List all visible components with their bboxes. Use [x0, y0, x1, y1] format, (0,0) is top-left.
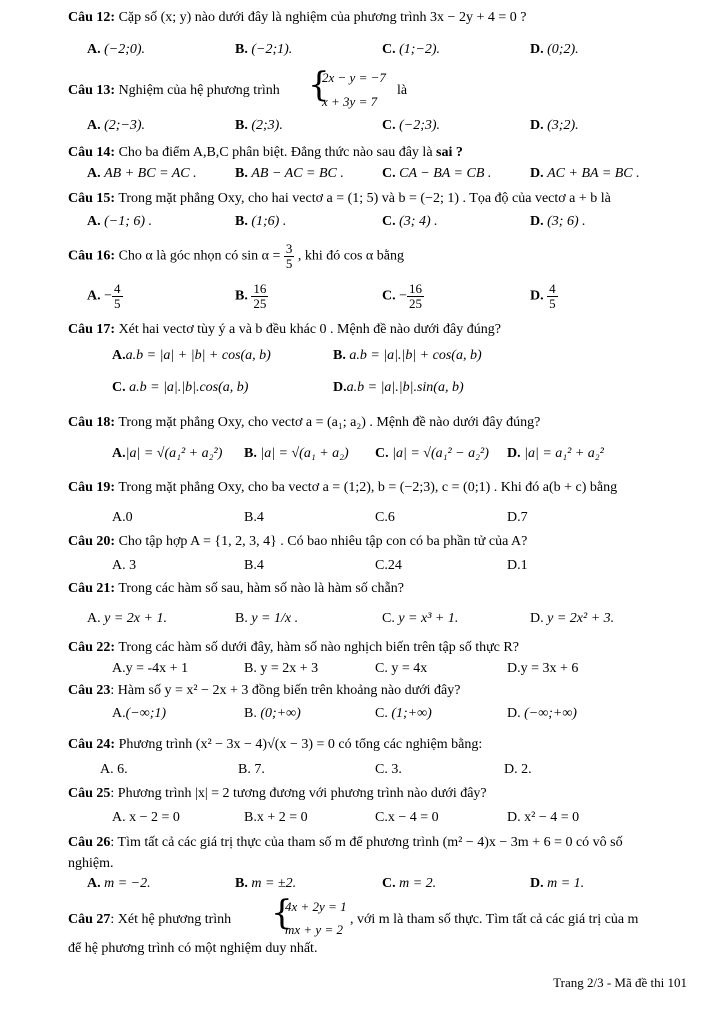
option-c[interactable]: C. |a| = √(a₁² − a₂²)	[375, 446, 489, 461]
option-b[interactable]: B. y = 2x + 3	[244, 661, 319, 676]
system-eq-2: mx + y = 2	[285, 922, 343, 937]
option-c[interactable]: C. y = 4x	[375, 661, 428, 676]
option-b[interactable]: B.4	[244, 510, 264, 525]
question-27: Câu 27: Xét hệ phương trình	[68, 912, 232, 927]
system-eq-2: x + 3y = 7	[322, 94, 378, 109]
option-d[interactable]: D. y = 2x² + 3.	[530, 611, 615, 626]
option-d[interactable]: D.7	[507, 510, 528, 525]
system-eq-1: 2x − y = −7	[322, 70, 386, 85]
option-a[interactable]: A. AB + BC = AC .	[87, 166, 197, 181]
option-a[interactable]: A. 3	[112, 558, 137, 573]
question-27-cont: để hệ phương trình có một nghiệm duy nhất.	[68, 941, 318, 956]
option-c[interactable]: C. y = x³ + 1.	[382, 611, 459, 626]
question-16: Câu 16: Cho α là góc nhọn có sin α = $\frac{3}{5}$ , khi đó cos α bằng	[68, 241, 404, 271]
option-b[interactable]: B. $\frac{16}{25}$	[235, 281, 267, 311]
option-b[interactable]: B. (0;+∞)	[244, 706, 301, 721]
question-13: Câu 13: Nghiệm của hệ phương trình	[68, 83, 280, 98]
system-brace: {	[271, 893, 293, 933]
option-a[interactable]: A. m = −2.	[87, 876, 151, 891]
option-a[interactable]: A.0	[112, 510, 133, 525]
option-a[interactable]: A. 6.	[100, 762, 128, 777]
option-a[interactable]: A.(−∞;1)	[112, 706, 167, 721]
option-a[interactable]: A. − $\frac{4}{5}$	[87, 281, 121, 311]
question-21: Câu 21: Trong các hàm số sau, hàm số nào là hàm số chẵn?	[68, 581, 404, 596]
option-d[interactable]: D. (0;2).	[530, 42, 579, 57]
question-12	[68, 10, 526, 26]
option-c[interactable]: C. CA − BA = CB .	[382, 166, 492, 181]
question-17: Câu 17: Xét hai vectơ tùy ý a và b đều khác 0 . Mệnh đề nào dưới đây đúng?	[68, 322, 501, 337]
fraction: $\frac{3}{5}$	[285, 241, 293, 271]
question-27-after: , với m là tham số thực. Tìm tất cả các giá trị của m	[350, 912, 639, 927]
option-b[interactable]: B. (2;3).	[235, 118, 283, 133]
option-d[interactable]: D. AC + BA = BC .	[530, 166, 640, 181]
question-26-cont: nghiệm.	[68, 856, 114, 871]
option-c[interactable]: C. (1;+∞)	[375, 706, 432, 721]
option-a[interactable]: A.a.b = |a| + |b| + cos(a, b)	[112, 348, 271, 363]
option-d[interactable]: D. m = 1.	[530, 876, 585, 891]
option-b[interactable]: B. m = ±2.	[235, 876, 297, 891]
option-d[interactable]: D. x² − 4 = 0	[507, 810, 580, 825]
option-d[interactable]: D. |a| = a₁² + a₂²	[507, 446, 604, 461]
question-19: Câu 19: Trong mặt phẳng Oxy, cho ba vectơ a = (1;2), b = (−2;3), c = (0;1) . Khi đó a(b + c) bằng	[68, 480, 618, 495]
option-c[interactable]: C.x − 4 = 0	[375, 810, 439, 825]
option-a[interactable]: A. x − 2 = 0	[112, 810, 180, 825]
option-a[interactable]: A. (−1; 6) .	[87, 214, 153, 229]
option-d[interactable]: D. (−∞;+∞)	[507, 706, 577, 721]
question-18: Câu 18: Trong mặt phẳng Oxy, cho vectơ a = (a₁; a₂) . Mệnh đề nào dưới đây đúng?	[68, 415, 541, 430]
question-20: Câu 20: Cho tập hợp A = {1, 2, 3, 4} . Có bao nhiêu tập con có ba phần tử của A?	[68, 534, 528, 549]
option-b[interactable]: B. AB − AC = BC .	[235, 166, 344, 181]
question-text: Cặp số (x; y) nào dưới đây là nghiệm của phương trình 3x − 2y + 4 = 0 ?	[118, 10, 527, 25]
option-d[interactable]: D.a.b = |a|.|b|.sin(a, b)	[333, 380, 464, 395]
option-d[interactable]: D.y = 3x + 6	[507, 661, 579, 676]
option-b[interactable]: B. (−2;1).	[235, 42, 293, 57]
question-25: Câu 25: Phương trình |x| = 2 tương đương với phương trình nào dưới đây?	[68, 786, 487, 801]
question-label: Câu 12:	[68, 10, 116, 25]
option-d[interactable]: D. 2.	[504, 762, 532, 777]
option-b[interactable]: B. 7.	[238, 762, 265, 777]
question-14: Câu 14: Cho ba điểm A,B,C phân biệt. Đẳng thức nào sau đây là sai ?	[68, 145, 463, 160]
question-15: Câu 15: Trong mặt phẳng Oxy, cho hai vectơ a = (1; 5) và b = (−2; 1) . Tọa độ của vectơ a + b là	[68, 191, 611, 206]
system-brace: {	[308, 65, 330, 105]
system-eq-1: 4x + 2y = 1	[285, 899, 347, 914]
option-b[interactable]: B. y = 1/x .	[235, 611, 299, 626]
option-b[interactable]: B. |a| = √(a₁ + a₂)	[244, 446, 349, 461]
option-a[interactable]: A. y = 2x + 1.	[87, 611, 167, 626]
page-footer: Trang 2/3 - Mã đề thi 101	[553, 975, 687, 990]
option-b[interactable]: B.x + 2 = 0	[244, 810, 308, 825]
option-c[interactable]: C.24	[375, 558, 402, 573]
option-c[interactable]: C.6	[375, 510, 395, 525]
option-b[interactable]: B.4	[244, 558, 264, 573]
option-a[interactable]: A. (2;−3).	[87, 118, 146, 133]
option-c[interactable]: C. m = 2.	[382, 876, 437, 891]
option-b[interactable]: B. (1;6) .	[235, 214, 287, 229]
option-c[interactable]: C. (−2;3).	[382, 118, 441, 133]
question-24: Câu 24: Phương trình (x² − 3x − 4)√(x − 3) = 0 có tổng các nghiệm bằng:	[68, 737, 483, 752]
question-22: Câu 22: Trong các hàm số dưới đây, hàm số nào nghịch biến trên tập số thực R?	[68, 640, 519, 655]
option-d[interactable]: D. (3;2).	[530, 118, 579, 133]
option-b[interactable]: B. a.b = |a|.|b| + cos(a, b)	[333, 348, 482, 363]
option-a[interactable]: A.|a| = √(a₁² + a₂²)	[112, 446, 223, 461]
option-a[interactable]: A. (−2;0).	[87, 42, 146, 57]
question-suffix: là	[397, 83, 408, 98]
option-c[interactable]: C. 3.	[375, 762, 402, 777]
option-c[interactable]: C. (3; 4) .	[382, 214, 438, 229]
option-a[interactable]: A.y = -4x + 1	[112, 661, 189, 676]
question-26: Câu 26: Tìm tất cả các giá trị thực của tham số m để phương trình (m² − 4)x − 3m + 6 = 0 có vô số	[68, 835, 623, 850]
option-c[interactable]: C. a.b = |a|.|b|.cos(a, b)	[112, 380, 249, 395]
option-c[interactable]: C. (1;−2).	[382, 42, 441, 57]
option-c[interactable]: C. − $\frac{16}{25}$	[382, 281, 423, 311]
option-d[interactable]: D.1	[507, 558, 528, 573]
question-23: Câu 23: Hàm số y = x² − 2x + 3 đồng biến trên khoảng nào dưới đây?	[68, 683, 461, 698]
option-d[interactable]: D. (3; 6) .	[530, 214, 586, 229]
option-d[interactable]: D. $\frac{4}{5}$	[530, 281, 556, 311]
